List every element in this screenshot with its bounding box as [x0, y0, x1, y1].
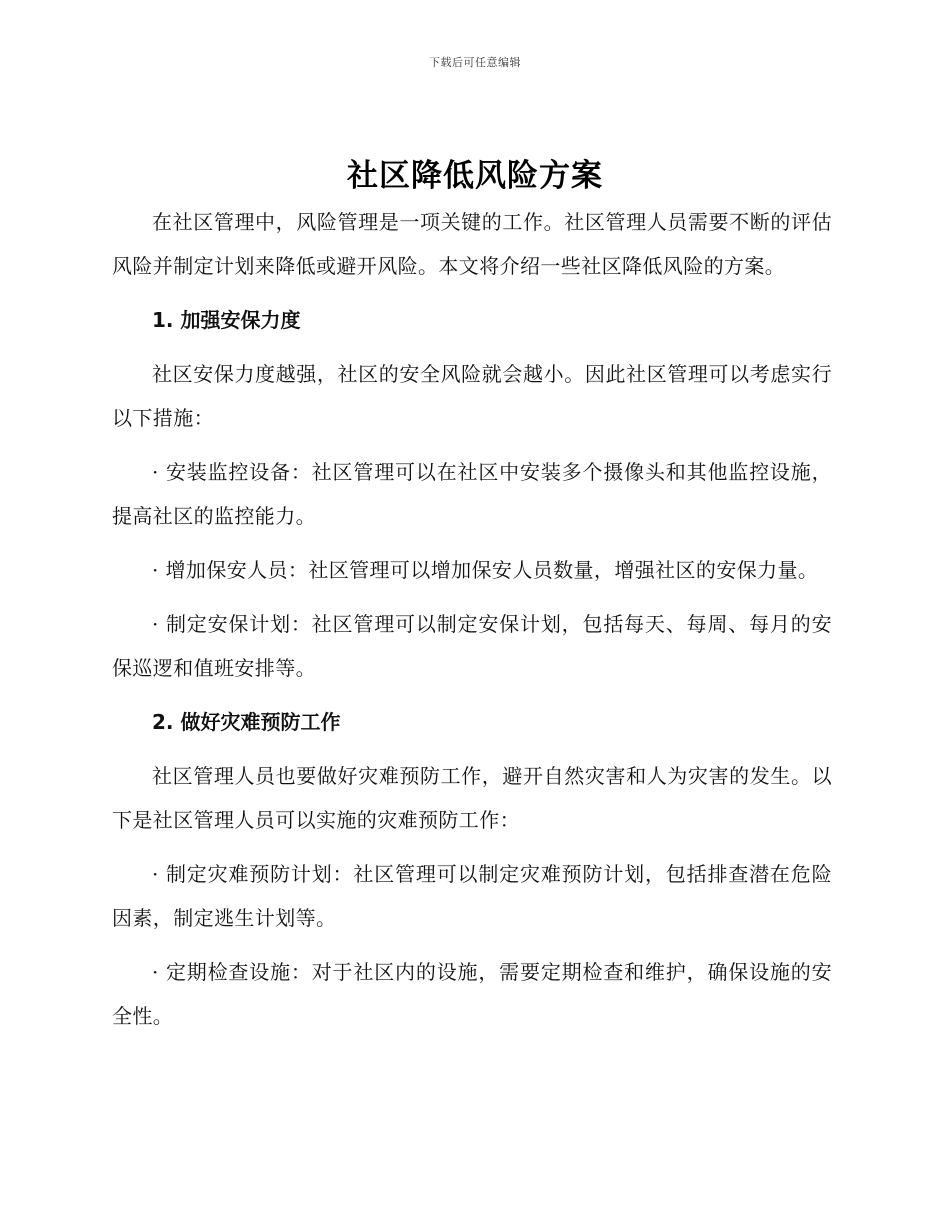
spacer [112, 690, 832, 700]
spacer [112, 440, 832, 450]
section-2-item: · 定期检查设施：对于社区内的设施，需要定期检查和维护，确保设施的安全性。 [112, 960, 832, 1028]
section-2-heading: 2. 做好灾难预防工作 [152, 710, 341, 734]
section-1-item: · 制定安保计划：社区管理可以制定安保计划，包括每天、每周、每月的安保巡逻和值班安排等。 [112, 612, 832, 680]
section-1-item: · 安装监控设备：社区管理可以在社区中安装多个摄像头和其他监控设施，提高社区的监控能力。 [112, 460, 832, 528]
document-title: 社区降低风险方案 [347, 158, 603, 194]
section-1-lead: 社区安保力度越强，社区的安全风险就会越小。因此社区管理可以考虑实行以下措施： [112, 362, 832, 430]
section-1-heading: 1. 加强安保力度 [152, 308, 301, 332]
section-2-lead: 社区管理人员也要做好灾难预防工作，避开自然灾害和人为灾害的发生。以下是社区管理人员可以实施的灾难预防工作： [112, 764, 832, 832]
spacer [112, 538, 832, 548]
spacer [112, 592, 832, 602]
section-2-item: · 制定灾难预防计划：社区管理可以制定灾难预防计划，包括排查潜在危险因素，制定逃生计划等。 [112, 862, 832, 930]
spacer [112, 342, 832, 352]
section-1-item: · 增加保安人员：社区管理可以增加保安人员数量，增强社区的安保力量。 [152, 558, 819, 582]
document-body [112, 200, 832, 1038]
intro-paragraph: 在社区管理中，风险管理是一项关键的工作。社区管理人员需要不断的评估风险并制定计划来降低或避开风险。本文将介绍一些社区降低风险的方案。 [112, 210, 832, 278]
header-note: 下载后可任意编辑 [429, 56, 521, 69]
spacer [112, 842, 832, 852]
spacer [112, 288, 832, 298]
spacer [112, 744, 832, 754]
spacer [112, 940, 832, 950]
